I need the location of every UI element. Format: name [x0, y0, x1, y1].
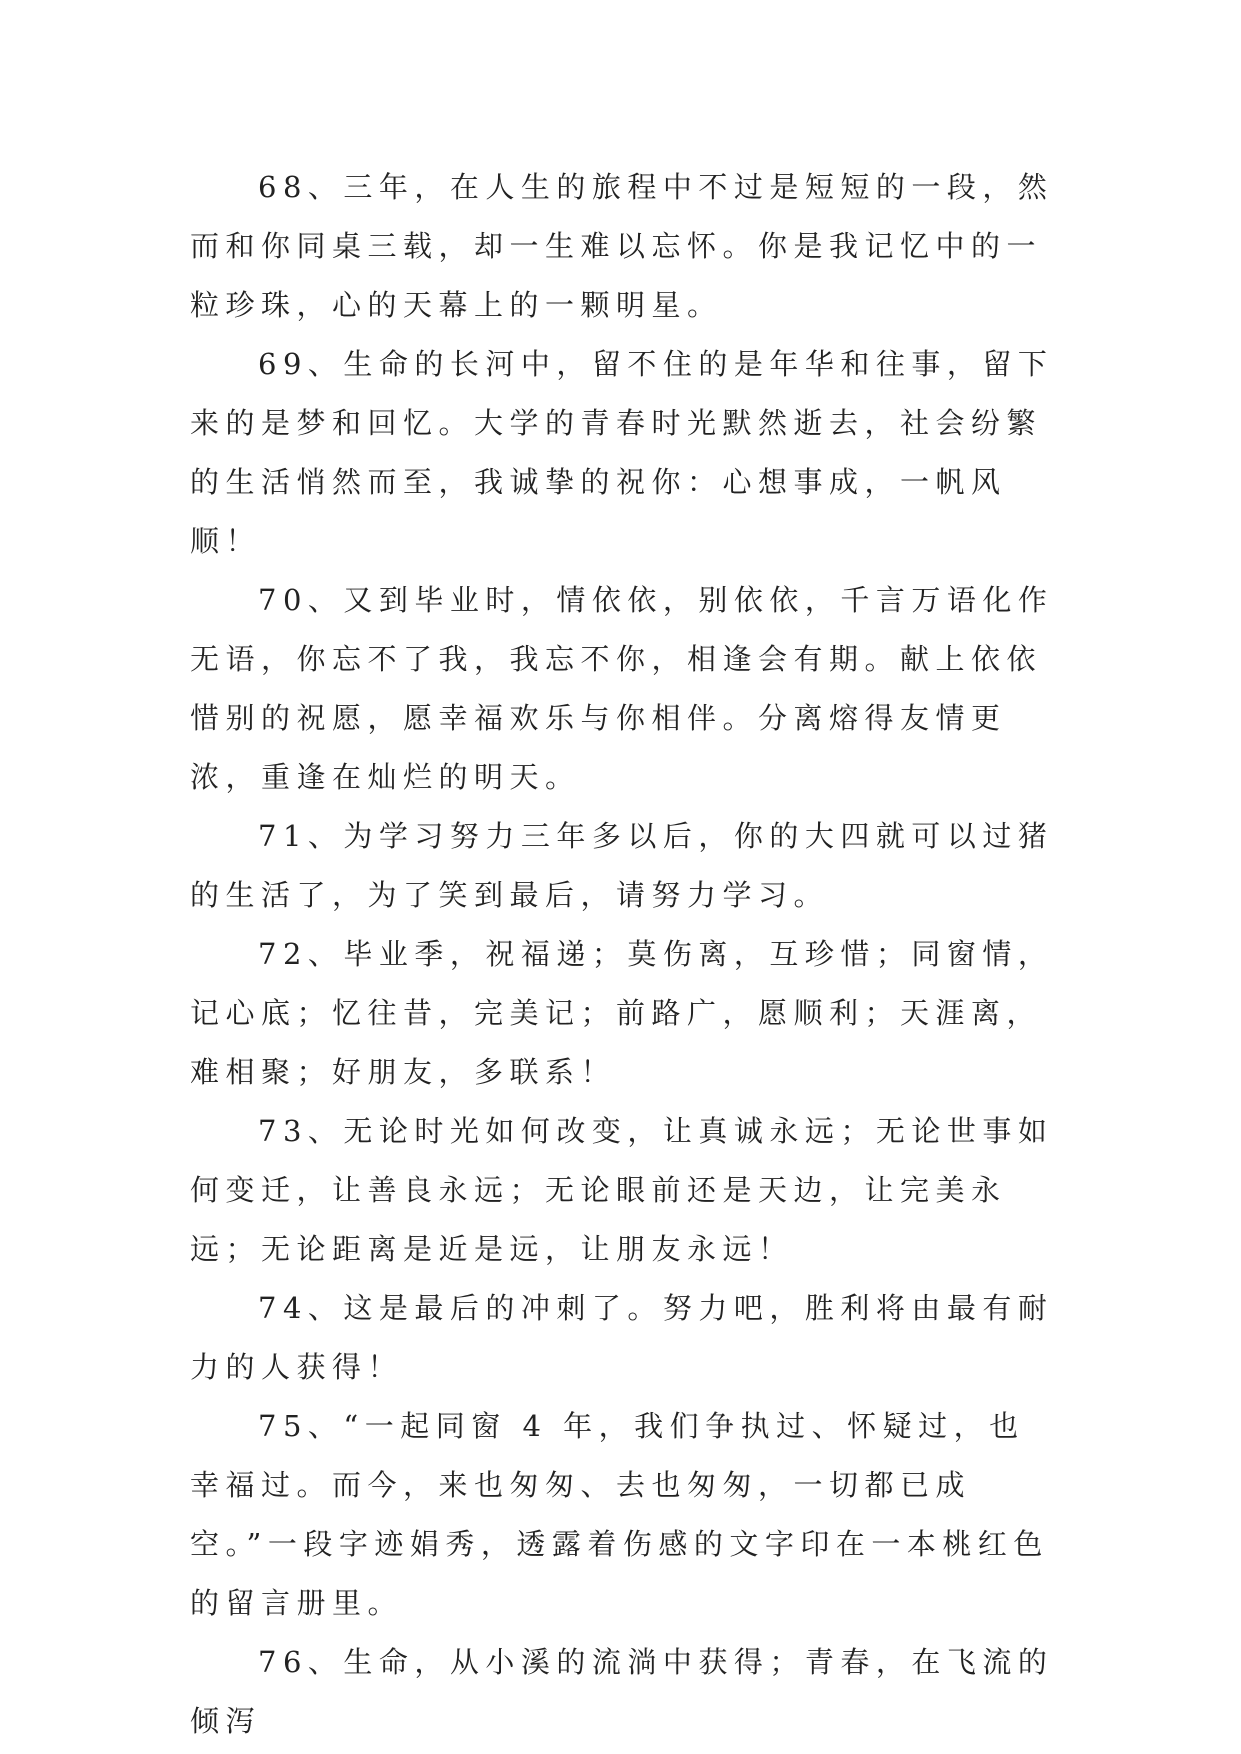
paragraph-76: 76、生命，从小溪的流淌中获得；青春，在飞流的倾泻: [190, 1645, 1054, 1738]
paragraph-75: 75、“一起同窗 4 年，我们争执过、怀疑过，也幸福过。而今，来也匆匆、去也匆匆，一切都已成空。”一段字迹娟秀，透露着伤感的文字印在一本桃红色的留言册里。: [190, 1409, 1049, 1620]
paragraph-69: 69、生命的长河中，留不住的是年华和往事，留下来的是梦和回忆。大学的青春时光默然逝去，社会纷繁的生活悄然而至，我诚挚的祝你：心想事成，一帆风顺！: [190, 347, 1054, 558]
paragraph-71: 71、为学习努力三年多以后，你的大四就可以过猪的生活了，为了笑到最后，请努力学习。: [190, 819, 1054, 912]
paragraph-70: 70、又到毕业时，情依依，别依依，千言万语化作无语，你忘不了我，我忘不你，相逢会有期。献上依依惜别的祝愿，愿幸福欢乐与你相伴。分离熔得友情更浓，重逢在灿烂的明天。: [190, 583, 1054, 794]
paragraph-72: 72、毕业季，祝福递；莫伤离，互珍惜；同窗情，记心底；忆往昔，完美记；前路广，愿顺利；天涯离，难相聚；好朋友，多联系！: [190, 937, 1054, 1089]
paragraph-68: 68、三年，在人生的旅程中不过是短短的一段，然而和你同桌三载，却一生难以忘怀。你是我记忆中的一粒珍珠，心的天幕上的一颗明星。: [190, 170, 1054, 322]
paragraph-73: 73、无论时光如何改变，让真诚永远；无论世事如何变迁，让善良永远；无论眼前还是天边，让完美永远；无论距离是近是远，让朋友永远！: [190, 1114, 1054, 1266]
document-body: [190, 158, 1060, 1751]
paragraph-74: 74、这是最后的冲刺了。努力吧，胜利将由最有耐力的人获得！: [190, 1291, 1054, 1384]
